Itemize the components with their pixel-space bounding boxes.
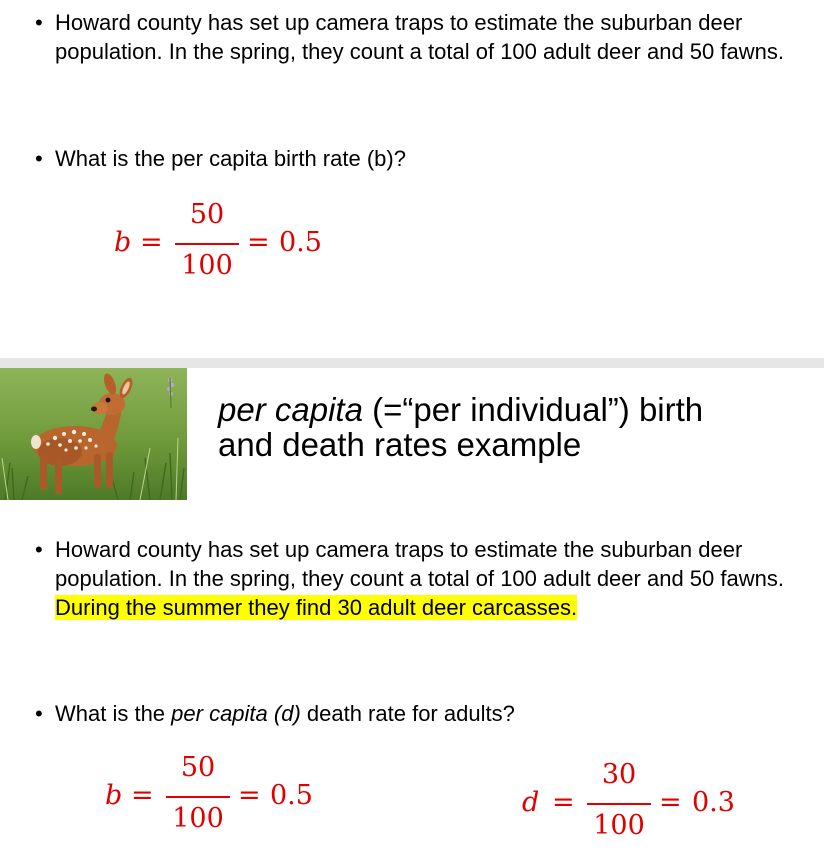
question-post: death rate for adults? [300, 701, 515, 726]
equation-death-rate [522, 758, 762, 848]
bullet-text: Howard county has set up camera traps to estimate the suburban deer population. In the spring, they count a total of 100 adult deer and 50 fawns. [55, 10, 784, 64]
eq-result: 0.5 [279, 227, 322, 258]
eq-fraction-bar [175, 243, 239, 245]
eq-equals: = [131, 780, 154, 811]
eq-equals: = [238, 780, 261, 811]
eq-variable: d [522, 787, 540, 818]
equation-birth-rate [114, 198, 354, 288]
fawn-photo [0, 368, 187, 500]
eq-fraction-bar [587, 803, 651, 805]
eq-denominator: 100 [172, 803, 224, 834]
question-pre: What is the [55, 701, 172, 726]
eq-numerator: 50 [180, 752, 216, 783]
question-italic: per capita (d) [171, 701, 301, 726]
eq-denominator: 100 [593, 810, 645, 841]
eq-variable: b [114, 227, 132, 258]
eq-variable: b [105, 780, 123, 811]
title-rest: (=“per individual”) birth [362, 391, 704, 428]
bullet-dot: • [35, 537, 43, 562]
eq-equals: = [659, 787, 682, 818]
bullet-dot: • [35, 10, 43, 35]
title-italic: per capita [218, 391, 363, 428]
eq-equals: = [140, 227, 163, 258]
bullet-dot: • [35, 146, 43, 171]
slide-death-rate [0, 368, 824, 856]
bullet-text-main: Howard county has set up camera traps to estimate the suburban deer population. In the spring, they count a total of 100 adult deer and 50 fawns. [55, 537, 784, 591]
bullet-text [55, 699, 815, 728]
bullet-text [55, 535, 815, 622]
eq-result: 0.3 [692, 787, 735, 818]
slide-divider [0, 358, 824, 368]
eq-equals: = [552, 787, 575, 818]
eq-fraction-bar [166, 796, 230, 798]
eq-numerator: 50 [189, 199, 225, 230]
eq-denominator: 100 [181, 250, 233, 281]
highlighted-text: During the summer they find 30 adult deer carcasses. [55, 595, 578, 620]
slide-birth-rate [0, 0, 824, 358]
eq-equals: = [247, 227, 270, 258]
eq-result: 0.5 [270, 780, 313, 811]
bullet-dot: • [35, 701, 43, 726]
equation-birth-rate [105, 751, 345, 841]
eq-numerator: 30 [601, 759, 637, 790]
title-line1 [218, 392, 703, 427]
bullet-text: What is the per capita birth rate (b)? [55, 146, 406, 171]
slide-title [218, 392, 703, 462]
title-line2: and death rates example [218, 426, 582, 463]
